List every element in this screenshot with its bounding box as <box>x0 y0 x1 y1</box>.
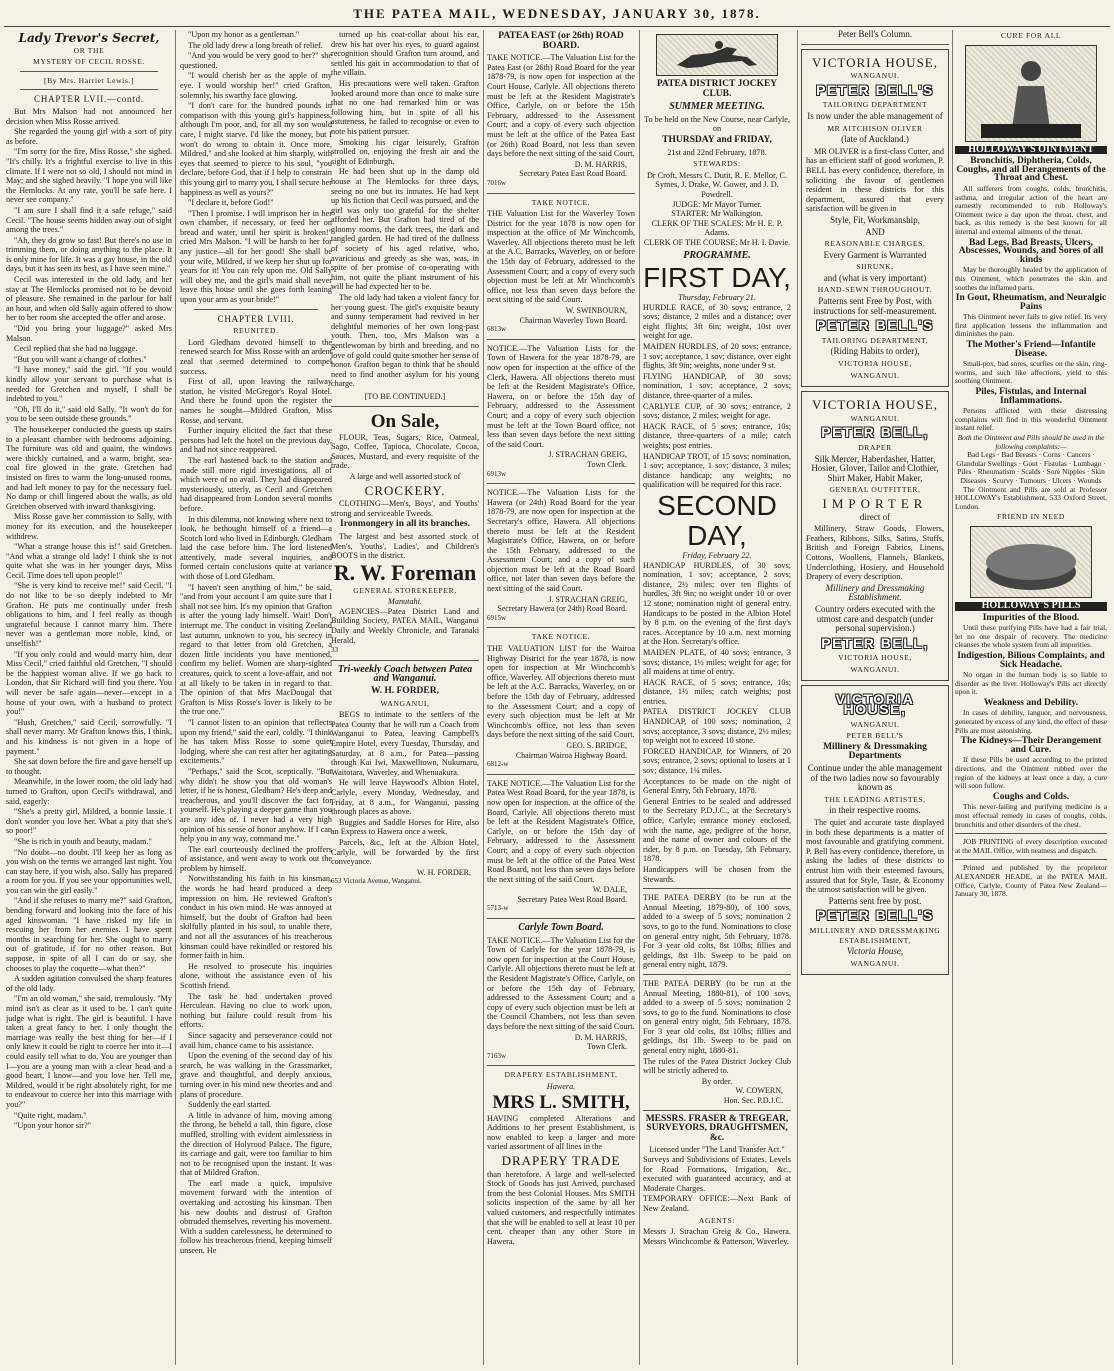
reasonable-charges: REASONABLE CHARGES. <box>824 239 926 249</box>
clothing-text: CLOTHING—Men's, Boys', and Youths' strong and serviceable Tweeds. <box>331 499 479 518</box>
second-day-heading: SECOND DAY, <box>657 489 777 551</box>
column-divider <box>952 30 953 1365</box>
serial-text <box>6 107 172 1131</box>
acceptances: Acceptances to be made on the night of General Entry, 5th February, 1878. <box>643 776 791 796</box>
clerk-course: CLERK OF THE COURSE: Mr H. I. Davie. <box>643 237 791 247</box>
second-day-date: Friday, February 22. <box>682 550 752 560</box>
warranted-line: Every Garment is Warranted <box>823 249 927 260</box>
paragraph: "Upon my honor as a gentleman." <box>188 30 300 39</box>
paragraph: HURDLE RACE, of 30 sovs; entrance, 2 sovs; distance, 2 miles and a distance; over eight flights, 3ft 6in; weight, 10st over weight for age. <box>643 302 791 341</box>
notice-heading: Carlyle Town Board. <box>518 922 604 934</box>
divider <box>331 660 479 661</box>
paragraph: The task he had undertaken proved Herculean. Having no clue to work upon, nothing but failure could result from his efforts. <box>180 991 332 1030</box>
notice-role: Town Clerk. <box>587 459 627 469</box>
crockery-intro: A large and well assorted stock of <box>349 471 461 481</box>
fraser-heading: MESSRS. FRASER & TREGEAR, SURVEYORS, DRAUGHTSMEN, &c. <box>645 1113 789 1143</box>
divider <box>194 309 318 310</box>
paragraph: The housekeeper conducted the guests up stairs to a pleasant chamber with bedrooms adjoining. The furniture was old and quaint, the windows were thickly curtained, and a warm, bright, sea-coal fire glowed in the grate. Gretchen had insisted on fires to warm the long-unused rooms, and had left money to pay for the necessary fuel. No damp or chill lingered about the walls, as old Gretchen observed with inward thanksgiving. <box>6 424 172 511</box>
fraser-text: Surveys and Subdivisions of Estates. Levels for Road Formations, Irrigation, &c., executed with guaranteed accuracy, and at Moderate Charges. <box>643 1155 791 1193</box>
foreman-sub: GENERAL STOREKEEPER, <box>353 585 457 595</box>
paragraph: Lord Gledham devoted himself to the renewed search for Miss Rosse with an ardent zeal that seemed determined to compel success. <box>180 337 332 376</box>
coach-text-4: Parcels, &c., left at the Albion Hotel, Carlyle, will be forwarded by the first conveyance. <box>331 837 479 867</box>
bronchitis-text: All sufferers from coughs, colds, bronchitis, asthma, and irregular action of the heart are earnestly recommended to rub Holloway's Ointment twice a day upon the throat, chest, and back, as this remedy is the best known for all internal and external ailments of the throat. <box>955 183 1107 236</box>
meeting-dates-2: 21st and 22nd February, 1878. <box>667 147 767 157</box>
friend-banner: FRIEND IN NEED <box>997 512 1065 522</box>
paragraph: His precautions were well taken. Grafton looked around more than once to make sure that no one had remarked him or was following him, but in spite of all his astuteness, he failed to recognise or even to note his patient pursuer. <box>331 78 479 136</box>
notice-role: Chairman Waverley Town Board. <box>519 315 627 325</box>
chapter-heading: CHAPTER LVIII. <box>217 313 295 324</box>
paragraph: CARLYLE CUP, of 30 sovs; entrance, 2 sovs; distance, 2 miles; weight for age. <box>643 401 791 421</box>
paragraph: "Hush, Gretchen," said Cecil, sorrowfully. "I shall never marry. Mr Grafton knows this, I think, and his kindness is not given in a hope of payment." <box>6 717 172 756</box>
chapter-heading: CHAPTER LVII.—contd. <box>34 94 144 105</box>
notice-text: TAKE NOTICE.—The Valuation List for the Patea West Road Board, for the year 1878, is now open for inspection, at the office of the Board, Carlyle. All objections thereto must be left at the Resident Magistrate's Office, Carlyle, on or before the 15th day of February, addressed to the Assessment Court; and a copy of every such objection must be left at the office of the Patea West Road Board, not less than seven days before the next sitting of the said Court. <box>487 778 635 884</box>
paragraph: MAIDEN HURDLES, of 20 sovs; entrance, 1 sov; acceptance, 1 sov; distance, over eight flights, 3ft 9in; weights, none under 9 st. <box>643 342 791 371</box>
under-text: Is now under the able management of <box>807 110 943 121</box>
derby-text-2: THE PATEA DERBY (to be run at the Annual Meeting, 1880-81), of 100 sovs, added to a sweep of 5 sovs; nomination 2 sovs, to go to the fund. Nominations to close on general entry night, 5th February, 1878. For 3 year old colts, 8st 10lbs; fillies and geldings, 8st 1lb. Sweep to be paid on general entry night, 1880-81. <box>643 978 791 1056</box>
serial-or: OR THE <box>73 45 105 55</box>
peter-bell-heading: PETER BELL, <box>821 424 929 441</box>
held-text: To be held on the New Course, near Carlyle, on <box>644 114 790 134</box>
coughs-heading: Coughs and Colds. <box>992 791 1070 802</box>
notice-ref: 7163w <box>487 1051 507 1060</box>
paragraph: "But you will want a change of clothes." <box>14 354 147 364</box>
paragraph: "I declare it, before God!" <box>188 198 274 208</box>
town: WANGANUI. <box>850 958 900 968</box>
column-ads-1 <box>331 30 479 1365</box>
general-outfitter: GENERAL OUTFITTER, <box>829 485 921 495</box>
cowern-signature: W. COWERN, <box>735 1086 783 1096</box>
millinery-line: Millinery and Dressmaking Establishment. <box>825 582 925 603</box>
paragraph: Smoking his cigar leisurely, Grafton strolled on, enjoying the fresh air and the sight of Edinburgh. <box>331 137 479 166</box>
victoria-house: VICTORIA HOUSE, <box>812 397 938 413</box>
complaints-list: Bad Legs · Bad Breasts · Corns · Cancers · Glandular Swellings · Gout · Fistulas · Lumbago · Piles · Rheumatism · Scalds · Sore Nipples · Skin Diseases · Scurvy · Tumours · Ulcers · Wounds <box>956 450 1106 485</box>
paragraph: "I don't care for the hundred pounds in comparison with this young girl's happiness, although I'm poor, and, for all my son would care, I might starve. I'd like the money, but I won't do wrong to obtain it. Once more, Mildred," and she looked at him sharply, with eyes that seemed to pierce to his soul, "you declare, before God, that if I help to constrain this young girl to marry you, I shall secure her happiness as well as yours?" <box>180 101 332 197</box>
pills-label: HOLLOWAY'S PILLS <box>955 602 1107 611</box>
paragraph: HANDICAP TROT, of 15 sovs; nomination, 1 sov; acceptance, 1 sov; distance, 3 miles; distance handicap; any weights; no qualification will be required for this race. <box>643 451 791 490</box>
importer-list: Millinery, Straw Goods, Flowers, Feathers, Ribbons, Silks, Satins, Stuffs, British and Foreign Fabrics, Linens, Cottons, Woollens, Flannels, Blankets, Underclothing, Hosiery, and Household Drapery of every description. <box>806 524 944 582</box>
notice-signature: W. SWINBOURN, <box>565 306 627 316</box>
serial-subtitle: MYSTERY OF CECIL ROSSE. <box>33 57 145 67</box>
agents-text: Messrs J. Strachan Greig & Co., Hawera. Messrs Winchcombe & Patterson, Waverley. <box>643 1227 791 1246</box>
respective-line: in their respective rooms. <box>829 805 921 816</box>
paragraph: "If you only could and would marry him, dear Miss Cecil," cried faithful old Gretchen, "I should be the happiest woman alive. If we go back to London, that Sir Richard will find you there. You will never be safe again—never—except in a house of your own, with a husband to protect you!" <box>6 649 172 717</box>
cure-banner: CURE FOR ALL <box>1000 31 1062 40</box>
town: WANGANUI. <box>850 71 900 81</box>
masthead-rule <box>4 26 1110 27</box>
divider <box>643 1110 791 1111</box>
paragraph: "Upon your honor sir?" <box>14 1121 91 1131</box>
notice-role: Chairman Wairoa Highway Board. <box>515 750 627 760</box>
ointment-illustration <box>965 45 1097 142</box>
coach-text: BEGS to intimate to the settlers of the Patea County that he will run a Coach from Wanganui to Patea, leaving Campbell's Empire Hotel, every Tuesday, Thursday, and Saturday, at 8 a.m., for Patea—passing through Kai Iwi, Maxwelltown, Nukumaru, Waitotara, Waverley, and Whenuakura. <box>331 710 479 777</box>
temporary-office: TEMPORARY OFFICE:—Next Bank of New Zealand. <box>643 1194 791 1213</box>
piles-heading: Piles, Fistulas, and Internal Inflammations. <box>975 387 1087 406</box>
summer-meeting: SUMMER MEETING. <box>669 101 765 113</box>
paragraph: "She is very kind to receive me!" said Cecil. "I do not like to be so deeply indebted to Mr Grafton. He puts me continually under fresh obligations to him, and I feel really as though ungrateful because I cannot marry him. There never was a gentleman more noble, kind, or unselfish!" <box>6 581 172 649</box>
peter-bell-heading: PETER BELL'S <box>816 907 934 924</box>
bronchitis-heading: Bronchitis, Diphtheria, Colds, Coughs, and all Derangements of the Throat and Chest. <box>956 156 1106 184</box>
first-day-heading: FIRST DAY, <box>643 262 791 294</box>
town: WANGANUI. <box>850 719 900 729</box>
notice-text: THE Valuation List for the Waverley Town District for the year 1878 is now open for inspection at the office of Mr Winchcomb, Waverley. All objections thereto must be left at the A.C. Barracks, Waverley, on or before the 15th day of February, addressed to the Assessment Court; and a copy of every such objection must be left at Mr Winchcomb's office, not less than seven days before the next sitting of the said Court. <box>487 209 635 305</box>
coughs-text: This never-failing and purifying medicine is a most effectual remedy in cases of coughs, colds, bronchitis and other disorders of the chest. <box>955 802 1107 829</box>
paragraph: The earl hastened back to the station and made still more rigid investigations, all of which were of no avail. They had disappeared mysteriously, utterly, as Cecil and Gretchen had disappeared from London several months before. <box>180 455 332 513</box>
impurities-heading: Impurities of the Blood. <box>982 612 1080 623</box>
paragraph: The earl courteously declined the proffers of assistance, and went away to work out the problem by himself. <box>180 844 332 873</box>
ironmongery-text: Ironmongery in all its branches. <box>340 519 470 530</box>
masthead: THE PATEA MAIL, WEDNESDAY, JANUARY 30, 1878. <box>353 6 761 21</box>
paragraph: Cecil replied that she had no luggage. <box>14 344 138 354</box>
paragraph: He resolved to prosecute his inquiries alone, without the assistance even of his Scottish friend. <box>180 961 332 990</box>
notice-heading: TAKE NOTICE. <box>531 632 591 642</box>
programme-heading: PROGRAMME. <box>683 249 751 261</box>
divider <box>331 406 479 407</box>
paragraph: "Quite right, madam." <box>14 1110 87 1120</box>
forder-address: 653 Victoria Avenue, Wanganui. <box>331 877 422 886</box>
notice-signature: J. STRACHAN GREIG, <box>548 594 627 604</box>
peter-bell-heading: PETER BELL'S <box>816 317 934 334</box>
first-day-date: Thursday, February 21. <box>678 293 756 303</box>
drapery-heading: DRAPERY ESTABLISHMENT, <box>504 1070 618 1080</box>
chapter-subtitle: REUNITED. <box>233 326 279 336</box>
ad-ref: 33 <box>331 646 338 655</box>
impurities-text: Until these purifying Pills have had a fair trial, let no one despair of recovery. The medicine cleanses the whole system from all impurities. <box>955 623 1107 650</box>
column-divider <box>483 30 484 1365</box>
shrunk-line: SHRUNK, <box>856 262 894 272</box>
paragraph: In this dilemma, not knowing where next to look, he bethought himself of a friend—a Scotch lord who lived in Edinburgh. Gledham laid the case before him. The lord listened attentively, made several inquiries, and formed certain conclusions quite at variance with those of Lord Gledham. <box>180 514 332 582</box>
paragraph: Meanwhile, in the lower room, the old lady had turned to Grafton, upon Cecil's withdrawal, and said, eagerly: <box>6 777 172 806</box>
kidneys-heading: The Kidneys—Their Derangement and Cure. <box>960 736 1102 755</box>
country-line: Country orders executed with the utmost care and despatch (under personal supervision.) <box>815 603 935 634</box>
divider <box>643 974 791 975</box>
meeting-dates: THURSDAY and FRIDAY, <box>662 134 772 145</box>
notice-text: THE VALUATION LIST for the Wairoa Highway District for the year 1878, is now open for inspection at Mr Winchcomb's office, Waverley. All objections thereto must be left at the A.C. Barracks, Waverley, on or before the 15th day of February, addressed to the Assessment Court; and a copy of every such objection must be left at Mr Winchcomb's office, not less than seven days before the next sitting of the said Court. <box>487 644 635 740</box>
pills-illustration <box>970 526 1092 598</box>
starter: STARTER: Mr Walkington. <box>671 209 763 219</box>
paragraph: PATEA DISTRICT JOCKEY CLUB HANDICAP, of 100 sovs; nomination, 2 sovs; acceptance, 3 sovs; distance, 2½ miles; top weight not to exceed 10 stone. <box>643 707 791 746</box>
tailoring-heading: TAILORING DEPARTMENT, <box>821 335 929 345</box>
town: WANGANUI. <box>850 413 900 423</box>
millinery-heading: Millinery & Dressmaking Departments <box>823 741 927 762</box>
ointment-label: HOLLOWAY'S OINTMENT <box>955 146 1107 155</box>
column-races <box>643 30 791 1365</box>
smith-text: HAVING completed Alterations and Additions to her present Establishment, is now enabled to keep a larger and more varied assortment of all lines in the <box>487 1113 635 1152</box>
important-line: and (what is very important) <box>823 272 927 283</box>
paragraph: First of all, upon leaving the railway station, he visited McGregor's Royal Hotel. And there he found upon the register the names he sought—Mildred Grafton, Miss Rosse, and servant. <box>180 377 332 425</box>
indigestion-heading: Indigestion, Bilious Complaints, and Sick Headache. <box>957 650 1105 670</box>
riding-line: (Riding Habits to order), <box>830 346 920 357</box>
paragraph: "I cannot listen to an opinion that reflects upon my friend," said the earl, coldly. "I think he has taken Miss Rosse to some quiet lodging, where she can rest after her agitating excitements." <box>180 717 332 766</box>
mother-text: Small-pox, bad sores, scurfies on the skin, ring-worms, and such like affections, yield to this soothing Ointment. <box>955 359 1107 386</box>
divider <box>487 918 635 919</box>
notice-role: Town Clerk. <box>587 1042 627 1052</box>
boots-text: The largest and best assorted stock of Men's, Youths', Ladies', and Children's BOOTS in the district. <box>331 531 479 561</box>
victoria-house: Victoria House, <box>846 946 904 957</box>
paragraph: HANDICAP HURDLES, of 30 sovs; nomination, 1 sov; acceptance, 2 sovs; distance, 2½ miles; over ten flights of hurdles, 3ft 9in; no weight under 10 or over 12 stone; nomination night of general entry. Handicaps to be posted in the Albion Hotel by 8 p.m. on the evening of the first day's races. Acceptance by 10 a.m. next morning at the Hon. Secretary's office. <box>643 560 791 647</box>
paragraph: "What a strange house this is!" said Gretchen. "And what a strange old lady! I think she is not quite what she was in her younger days, Miss Cecil. Time does tell upon people!" <box>6 542 172 580</box>
ad-box-millinery <box>801 685 949 975</box>
paragraph: turned up his coat-collar about his ear, drew his hat over his eyes, to guard against recognition should Grafton turn around, and settled his gait in accommodation to that of the villain. <box>331 30 479 78</box>
handicappers: Handicappers will be chosen from the Stewards. <box>643 864 791 884</box>
stewards-label: STEWARDS: <box>693 159 741 169</box>
paragraph: A sudden agitation convulsed the sharp features of the old lady. <box>6 974 172 993</box>
notice-ref: 7016w <box>487 178 507 187</box>
paragraph: Miss Rosse gave her commission to Sally, with money for its execution, and the housekeeper withdrew. <box>6 512 172 541</box>
gout-heading: In Gout, Rheumatism, and Neuralgic Pains <box>955 293 1107 312</box>
paragraph: He had been shut up in the damp old house at The Hemlocks for three days, seeing no one but its inmates. He had kept up his fiction that Cecil was pursued, and the girl was only too grateful for the shelter afforded her. But Grafton had tired of the gloomy rooms, the dark trees, the dark and tangled garden. He had tired of the dullness of society of his aged relative, who, avaricious and greedy as she was, was, in spite of her promise of co-operating with him, not quite the pliant instrument of his will he had expected her to be. <box>331 167 479 292</box>
notice-ref: 5713-w <box>487 904 509 913</box>
millinery-text: Continue under the able management of the two ladies now so favourably known as <box>807 763 943 793</box>
foreman-name: R. W. Foreman <box>333 559 477 585</box>
column-serial-2 <box>180 30 332 1365</box>
importer-heading: IMPORTER <box>822 495 928 511</box>
divider <box>487 193 635 194</box>
weakness-heading: Weakness and Debility. <box>983 697 1079 708</box>
notice-signature: W. DALE, <box>592 885 627 895</box>
paragraph: "Ah, they do grow so fast! But there's no use in trimming them, or doing anything to the place. It is only mine for life. It was a gay house, in the old days, but it has seen its best, as I have seen mine." <box>6 235 172 274</box>
bad-legs-heading: Bad Legs, Bad Breasts, Ulcers, Abscesses, Wounds, and Sores of all kinds <box>958 237 1104 265</box>
imprint: Printed and published by the proprietor ALEXANDER HEADE, at the PATEA MAIL Office, Carlyle, County of Patea New Zealand—January 30, 1878. <box>955 863 1107 899</box>
agents-label: AGENTS: <box>698 1215 736 1225</box>
gout-text: This Ointment never fails to give relief. Its very first application lessens the inflammation and diminishes the pain. <box>955 312 1107 339</box>
judge: JUDGE: Mr Mayor Turner. <box>672 199 762 209</box>
notice-signature: D. M. HARRIS, <box>574 159 627 169</box>
coach-heading: Tri-weekly Coach between Patea and Wanganui. <box>337 663 473 685</box>
millinery-est: MILLINERY AND DRESSMAKING ESTABLISHMENT, <box>809 925 941 945</box>
bad-legs-text: May be thoroughly healed by the application of this Ointment, which penetrates the skin and soothes the inflamed parts. <box>955 265 1107 292</box>
notice-ref: 6813w <box>487 325 507 334</box>
foreman-town: Manutahi. <box>388 597 422 607</box>
continued-note: [TO BE CONTINUED.] <box>364 391 446 401</box>
notice-heading: TAKE NOTICE. <box>531 197 591 207</box>
notice-text: NOTICE.—The Valuation Lists for the Hawera (or 24th) Road Board for the year 1878-79, are now open for inspection at the Secretary's office, Hawera. All objections thereto must be left at the Resident Magistrate's Office, Hawera, on or before the 15th February, addressed to the Assessment Court; and a copy of such objection must be left at the Road Board office, not later than seven days before the next sitting of the said Court. <box>487 488 635 594</box>
paragraph: "Then I promise. I will imprison her in her own chamber, if necessary, or feed her on bread and water, until her spirit is broken!" cried Mrs Malson. "I will be harsh to her for any justice—all for her good! She shall be your wife, Mildred, if we keep her shut up for years for it! You can rely upon me. Old Sally will obey me, and the girl's maid shall never leave this house until she goes forth leaning upon your arm as your bride!" <box>180 208 332 305</box>
patterns-line: Patterns sent Free by Post, with instructions for self-measurement. <box>813 296 937 316</box>
crockery-heading: CROCKERY. <box>364 482 446 498</box>
on-sale-text: FLOUR, Teas, Sugars, Rice, Oatmeal, Sago, Coffee, Tapioca, Chocolate, Cocoa, Sauces, Mustard, and every requisite of the trade. <box>331 432 479 471</box>
mother-heading: The Mother's Friend—Infantile Disease. <box>966 340 1096 359</box>
smith-name: MRS L. SMITH, <box>492 1091 630 1113</box>
notice-text: TAKE NOTICE.—The Valuation List for the Town of Carlyle for the year 1878-79, is now open for inspection at the Court House, Carlyle. All objections thereto must be left at the Resident Magistrate's Office, Carlyle, on or before the 15th day of February, addressed to the Assessment Court; and a copy of every such objection must be left at the Council Chambers, not less than seven days before the next sitting of the said Court. <box>487 935 635 1031</box>
column-serial-1 <box>6 30 172 1365</box>
column-notices <box>487 30 635 1365</box>
notice-ref: 6812-w <box>487 760 509 769</box>
piles-text: Persons afflicted with these distressing complaints will find in this wonderful Ointment instant relief. <box>955 406 1107 433</box>
serial-author: [By Mrs. Harriet Lewis.] <box>43 75 135 85</box>
notice-role: Secretary Patea West Road Board. <box>517 894 627 904</box>
figure-icon <box>966 46 1096 141</box>
forder-name: W. H. FORDER, <box>370 686 439 697</box>
kidneys-text: If these Pills be used according to the printed directions, and the Ointment rubbed over the region of the kidneys at least once a day, a cure will soon follow. <box>955 755 1107 791</box>
notice-signature: D. M. HARRIS, <box>574 1032 627 1042</box>
town: WANGANUI. <box>850 370 900 380</box>
paragraph: "I have money," said the girl. "If you would kindly allow your servant to purchase what is needed for Gretchen and myself, I shall be indebted to you." <box>6 365 172 404</box>
coach-text-3: Buggies and Saddle Horses for Hire, also an Express to Hawera once a week. <box>331 817 479 837</box>
weakness-text: In cases of debility, languor, and nervousness, generated by excess of any kind, the effect of these Pills are most astonishing. <box>955 708 1107 735</box>
paragraph: "Oh, I'll do it," said old Sally. "It won't do for you to be seen outside these grounds." <box>6 404 172 424</box>
forder-town: WANGANUI, <box>380 698 430 708</box>
divider <box>487 627 635 628</box>
paragraph: "I would cherish her as the apple of my eye. I would worship her!" cried Grafton, solemnly, his swarthy face glowing. <box>180 71 332 100</box>
clerk-scales: CLERK OF THE SCALES: Mr H. E. P. Adams. <box>651 218 783 238</box>
oliver-name: MR AITCHISON OLIVER <box>827 123 923 133</box>
column-peter-bell <box>801 30 949 1365</box>
agencies-text: AGENCIES—Patea District Land and Building Society, PATEA MAIL, Wanganui Daily and Weekly Chronicle, and Taranaki Herald. <box>331 606 479 645</box>
paragraph: "I'm sorry for the fire, Miss Rosse," she sighed. "It's chilly. It's a frightful exercise to live in this climate. If I were not so old, I should not mind in May; and she sighed heavily. "I hope you will like the Hemlocks. At any rate, you'll be safe here. I never see company." <box>6 147 172 205</box>
paragraph: The old lady had taken a violent fancy for her young guest. The girl's exquisite beauty and sunny temperament had revived in her delightful memories of her own long-past youth. Then, too, Mrs Malson was a gentlewoman by birth and breeding, and no love of gold could quite smother her sense of honor. Grafton began to think that he should need to find another asylum for his young charge. <box>331 293 479 389</box>
divider <box>20 71 158 72</box>
paragraph: She sat down before the fire and gave herself up to thought. <box>6 757 172 776</box>
horse-racing-illustration <box>656 34 778 76</box>
paragraph: MAIDEN PLATE, of 40 sovs; entrance, 3 sovs; distance, 1½ miles; weight for age; for all maidens at time of entry. <box>643 647 791 677</box>
stewards: Dr Croft, Messrs C. Dutit, R. E. Mellor, C. Symes, J. Drake, W. Gower, and J. D. Powdrell. <box>647 170 787 199</box>
paragraph: "I am sure I shall find it a safe refuge," said Cecil. "The house seems hidden away out of sight among the trees." <box>6 205 172 235</box>
drapery-trade: DRAPERY TRADE <box>501 1152 621 1168</box>
on-sale-heading: On Sale, <box>370 410 440 432</box>
race-list <box>643 303 791 490</box>
serial-text <box>331 30 479 389</box>
notice-role: Secretary Patea East Road Board. <box>519 169 627 179</box>
prepared-text: The Ointment and Pills are sold at Professor HOLLOWAY's Establishment, 533 Oxford Street, London. <box>955 484 1107 511</box>
peter-bell-heading: PETER BELL, <box>821 634 929 651</box>
notice-text: TAKE NOTICE.—The Valuation List for the Patea East (or 26th) Road Board for the year 1878-79, is now open for inspection at the Court House, Carlyle. All objections thereto must be left at the Resident Magistrate's Office, Carlyle, on or before the 15th February, addressed to the Assessment Court; and a copy of every such objection must be left at the office of the Patea East (or 26th) Road Board, not less than seven days before the next sitting of the said Court. <box>487 53 635 159</box>
hand-sewn-line: HAND-SEWN THROUGHOUT. <box>817 285 933 295</box>
paragraph: "And you would be very good to her?" she questioned. <box>180 51 332 70</box>
derby-text: THE PATEA DERBY (to be run at the Annual Meeting, 1879-80), of 100 sovs, added to a sweep of 5 sovs; nomination 2 sovs, to go to the fund. Nominations to close on general entry night, 5th February, 1878. For 3 year old colts, 8st 10lbs; fillies and geldings, 8st 1lb. Sweep to be paid on general entry night, 1879. <box>643 893 791 970</box>
notice-signature: J. STRACHAN GREIG, <box>548 450 627 460</box>
victoria-house: VICTORIA HOUSE, <box>835 691 915 718</box>
paragraph: HACK RACE, of 5 sovs; entrance, 10s; distance, 1½ miles; catch weights; post entries. <box>643 677 791 706</box>
column-holloway <box>955 30 1107 1365</box>
column-divider <box>797 30 798 1365</box>
paragraph: Further inquiry elicited the fact that these persons had left the hotel on the previous day, and had not since reappeared. <box>180 426 332 455</box>
rules-text: The rules of the Patea District Jockey Club will be strictly adhered to. <box>643 1056 791 1076</box>
paragraph: Suddenly the earl started. <box>188 1100 272 1110</box>
paragraph: Since sagacity and perseverance could not avail him, chance came to his assistance. <box>180 1030 332 1050</box>
paragraph: The earl made a quick, impulsive movement forward with the intention of overtaking and accosting his kinsman. Then his new doubts and distrust of Grafton obtruded themselves, reverting his movement. With a sudden carelessness, he determined to follow his treacherous friend, keeping himself unseen. He <box>180 1178 332 1256</box>
notice-heading: PATEA EAST (or 26th) ROAD BOARD. <box>498 31 624 51</box>
oliver-text: MR OLIVER is a first-class Cutter, and has an efficient staff of good workmen, P. BELL has every confidence, therefore, in soliciting the favour of gentlemen resident in these districts for this department, assured that every satisfaction will be given in <box>806 146 944 214</box>
notice-ref: 6913w <box>487 469 507 478</box>
victoria-house: VICTORIA HOUSE, <box>838 359 912 369</box>
divider <box>20 89 158 90</box>
indigestion-text: No organ in the human body is so liable to disorder as the liver. Holloway's Pills act directly upon it. <box>955 670 1107 697</box>
and-line: AND <box>865 226 885 237</box>
notice-text: NOTICE.—The Valuation Lists for the Town of Hawera for the year 1878-79, are now open for inspection at the office of the Clerk, Hawera. All objections thereto must be left at the Resident Magistrate's Office, Hawera, on or before the 15th day of February, addressed to the Assessment Court; and a copy of every such objection must be left at the Town Board office, not less than seven days before the next sitting of the said Court. <box>487 343 635 449</box>
peter-bell-heading: PETER BELL'S <box>816 81 934 98</box>
paragraph: The old lady drew a long breath of relief. <box>188 40 323 50</box>
notice-signature: GEO. S. BRIDGE, <box>566 740 627 750</box>
paragraph: "And if she refuses to marry me?" said Grafton, bending forward and looking into the face of his aged kinswoman. "I have risked my life in rescuing her from her enemies. I have spent months in searching for her. She ought to marry out of gratitude, if for no other reason. But suppose, in spite of all I can do or say, she chooses to play the coquette—what then?" <box>6 896 172 973</box>
paragraph: A little in advance of him, moving among the throng, he beheld a tall, thin figure, close muffled, strolling with evident aimlessness in the direction of Holyrood Palace. The figure, its carriage and gait, were too familiar to him not to be recognised upon the instant. It was that of Mildred Grafton. <box>180 1110 332 1178</box>
divider <box>487 774 635 775</box>
divider <box>955 859 1107 860</box>
pill-box-icon <box>971 527 1091 597</box>
job-printing: JOB PRINTING of every description executed at the MAIL Office, with neatness and dispatch. <box>955 837 1107 855</box>
serial-title: Lady Trevor's Secret, <box>18 31 160 45</box>
paragraph: "She is rich in youth and beauty, madam." <box>14 836 152 846</box>
race-list <box>643 561 791 776</box>
paragraph: "Perhaps," said the Scot, sceptically. "But why didn't he show you that old woman's letter, if he is honest, Gledham? He's deep and treacherous, and you'll discover the fact for yourself. He's playing a deeper game than you are any idea of. I never had a very high opinion of his sense of honor anyhow. If I can help you in any way, command me." <box>180 766 332 844</box>
oliver-sub: (late of Auckland.) <box>841 134 909 145</box>
column-divider <box>175 30 176 1365</box>
peter-bell-heading: PETER BELL'S <box>846 731 904 741</box>
horse-icon <box>657 35 777 75</box>
coach-text-2: He will leave Haywood's Albion Hotel, Carlyle, every Monday, Wednesday, and Friday, at 8 a.m., for Wanganui, passing through places as above. <box>331 778 479 817</box>
divider <box>487 339 635 340</box>
column-header: Peter Bell's Column. <box>837 30 913 39</box>
divider <box>955 833 1107 834</box>
paragraph: FORCED HANDICAP, for Winners, of 20 sovs; entrance, 2 sovs; optional to losers at 1 sov; distance, 1¼ miles. <box>643 746 791 776</box>
quiet-text: The quiet and accurate taste displayed in both these departments is a matter of most favourable and gratifying comment. P. Bell has every confidence, therefore, in asking the ladies of these districts to entrust him with their esteemed favours, assured that for Style, Taste, & Economy the utmost satisfaction will be given. <box>806 818 944 895</box>
style-line: Style, Fit, Workmanship, <box>830 214 920 225</box>
ad-box-draper <box>801 391 949 681</box>
paragraph: Notwithstanding his faith in his kinsman, the words he had heard produced a deep impression on him. He reviewed Grafton's conduct in his own mind. He was annoyed at himself, but the doubt of Grafton had been skilfully planted in his soul, to unable there, and not all the assurances of his treacherous kinsman could have rekindled or restored his former faith in him. <box>180 874 332 961</box>
paragraph: She regarded the young girl with a sort of pity as before. <box>6 127 172 146</box>
serial-text <box>180 30 332 305</box>
general-entries: General Entries to be sealed and addressed to the Secretary P.D.J.C., at the Secretary's office, Carlyle; entrance money enclosed, with the name, age, pedigree of the horse, and the name of owner and colours of the rider, by 8 p.m. on Tuesday, 5th February, 1878. <box>643 796 791 864</box>
both-line: Both the Ointment and Pills should be used in the following complaints:— <box>957 433 1105 451</box>
paragraph: FLYING HANDICAP, of 30 sovs; nomination, 1 sov; acceptance, 2 sovs; distance, three-quarter of a miles. <box>643 371 791 401</box>
drapery-town: Hawera. <box>546 1081 576 1091</box>
draper-heading: DRAPER <box>858 443 892 452</box>
paragraph: Cecil was interested in the old lady, and her stay at The Hemlocks promised not to be devoid of pleasure. She remained in the parlour for half an hour, and when old Sally again offered to show her to her room she accepted the offer and arose. <box>6 275 172 323</box>
column-divider <box>639 30 640 1365</box>
divider <box>801 44 949 45</box>
paragraph: "No doubt—no doubt. I'll keep her as long as you wish on the terms we arranged last night. You can stay here, if you wish, also. Sally has prepared a room for you. If you see your opportunities well, you can win the girl easily." <box>6 847 172 895</box>
leading-artistes: THE LEADING ARTISTES, <box>824 794 926 804</box>
divider <box>643 888 791 889</box>
paragraph: Upon the evening of the second day of his search, he was walking in the Grassmarket, grave and thoughtful, and deeply anxious, turning over in his mind new theories and and plans of procedure. <box>180 1051 332 1099</box>
divider <box>487 483 635 484</box>
paragraph: HACK RACE, of 5 sovs; entrance, 10s; distance, three-quarters of a mile; catch weights; post entries. <box>643 421 791 450</box>
notice-role: Secretary Hawera (or 24th) Road Board. <box>497 604 627 614</box>
ad-box-tailoring <box>801 49 949 388</box>
draper-list: Silk Mercer, Haberdasher, Hatter, Hosier, Glover, Tailor and Clothier, Shirt Maker, Habit Maker, <box>811 453 939 483</box>
serial-text <box>180 338 332 1256</box>
victoria-house: VICTORIA HOUSE, <box>812 54 938 70</box>
tailoring-heading: TAILORING DEPARTMENT <box>822 100 928 110</box>
paragraph: "Did you bring your luggage?" asked Mrs Malson. <box>6 324 172 343</box>
cowern-role: Hon. Sec. P.D.J.C. <box>723 1096 783 1106</box>
by-order: By order. <box>701 1076 733 1086</box>
smith-text-2: than heretofore. A large and well-selected Stock of Goods has just Arrived, purchased from the best Colonial Houses. Mrs SMITH solicits inspection of the same by all her valued customers, and respectfully intimates that she will be enabled to sell at least 10 per cent. cheaper than any other Store in Hawera. <box>487 1169 635 1246</box>
paragraph: But Mrs Malson had not announced her decision when Miss Rosse arrived. <box>6 106 172 126</box>
victoria-house: VICTORIA HOUSE, <box>838 653 912 663</box>
town: WANGANUI. <box>850 664 900 674</box>
direct-line: direct of <box>859 511 891 522</box>
paragraph: "I'm an old woman," she said, tremulously. "My mind isn't as clear as it used to be. I can't quite judge what is right. The girl is beautiful. I have taken a great fancy to her. I only thought the marriage was really the best thing for her—if I only knew it could be right to coerce her into it—I could easily tell what to do. You are younger than I—you are a young man with a clear head and a good heart, I know—and you love her. Tell me, Mildred, would it be right absolutely right, for me to endeavour to coerce her into this marriage with you?" <box>6 994 172 1109</box>
club-title: PATEA DISTRICT JOCKEY CLUB. <box>656 79 778 99</box>
notice-ref: 6915w <box>487 613 507 622</box>
paragraph: "I haven't seen anything of him," he said, "and from your account I am quite sure that I shall not see him. It's my opinion that Grafton is after the young lady himself. Wait! Don't interrupt me. The conduct in visiting Zeeland last autumn, unknown to you, his secrecy in regard to that letter from old Gretchen, a dozen little incidents you have mentioned, confirm my belief. Women are sharp-sighted creatures, quick to scent a love-affair, and not at all likely to be taken in in regard to that. The opinion of that Mrs MacDougal that Grafton is Miss Rosse's lover is likely to be the true one." <box>180 582 332 717</box>
paragraph: "She's a pretty girl, Mildred, a bonnie lassie. I don't wonder you love her. What a pity that she's so poor!" <box>6 807 172 836</box>
divider <box>487 1065 635 1066</box>
forder-signature: W. H. FORDER, <box>416 867 471 877</box>
fraser-licensed: Licensed under "The Land Transfer Act." <box>649 1145 785 1155</box>
patterns-line: Patterns sent free by post. <box>828 895 922 906</box>
